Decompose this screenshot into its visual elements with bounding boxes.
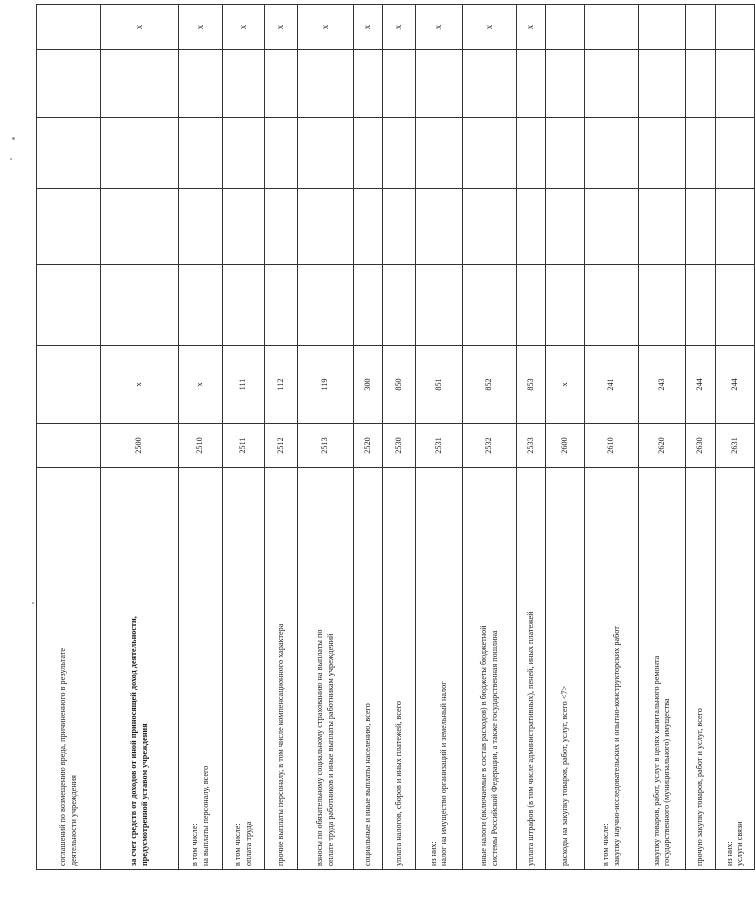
row-code-cell: 2532: [463, 424, 517, 468]
value-cell: [223, 189, 265, 265]
row-kosgu-cell: 853: [517, 346, 546, 424]
row-name-cell: [716, 468, 755, 870]
table-row: [101, 5, 179, 870]
row-name-cell: [179, 468, 223, 870]
value-cell: [223, 265, 265, 346]
value-cell: [265, 189, 298, 265]
value-cell: [383, 265, 416, 346]
row-name-cell: [354, 468, 383, 870]
value-cell: [101, 265, 179, 346]
value-cell: [354, 265, 383, 346]
table-row: [463, 5, 517, 870]
table-row: [265, 5, 298, 870]
value-cell: [37, 265, 101, 346]
row-name-line: в том числе:: [233, 823, 243, 866]
table-row: [416, 5, 463, 870]
row-name-line: закупку товаров, работ, услуг в целях капитального ремонта: [651, 655, 661, 866]
row-name-line: в том числе:: [601, 823, 611, 866]
row-kosgu-cell: 112: [265, 346, 298, 424]
value-cell: [639, 50, 686, 118]
table-row: [354, 5, 383, 870]
x-mark-cell: [37, 5, 101, 50]
value-cell: [383, 189, 416, 265]
value-cell: [716, 50, 755, 118]
scan-speck: [12, 137, 15, 140]
row-name-line: оплате труда работников и иные выплаты работникам учреждений: [325, 633, 335, 866]
value-cell: [179, 265, 223, 346]
x-mark-cell: [716, 5, 755, 50]
value-cell: [354, 50, 383, 118]
row-name-line: деятельности учреждения: [68, 775, 78, 866]
value-cell: [639, 265, 686, 346]
x-mark-cell: x: [223, 5, 265, 50]
row-name-line: расходы на закупку товаров, работ, услуг, всего <7>: [559, 685, 569, 866]
row-name-line: соглашений по возмещению вреда, причиненного в результате: [58, 647, 68, 866]
value-cell: [463, 50, 517, 118]
row-code-cell: 2610: [585, 424, 639, 468]
table-row: [517, 5, 546, 870]
value-cell: [179, 50, 223, 118]
row-kosgu-cell: 300: [354, 346, 383, 424]
row-name-line: государственного (муниципального) имущества: [662, 698, 671, 866]
row-code-cell: 2530: [383, 424, 416, 468]
row-name-cell: [101, 468, 179, 870]
row-kosgu-cell: x: [546, 346, 585, 424]
x-mark-cell: x: [265, 5, 298, 50]
value-cell: [416, 50, 463, 118]
row-kosgu-cell: 241: [585, 346, 639, 424]
value-cell: [37, 189, 101, 265]
row-name-line: закупку научно-исследовательских и опытно-конструкторских работ: [611, 626, 621, 866]
table-row: [223, 5, 265, 870]
value-cell: [101, 189, 179, 265]
row-name-line: системы Российской Федерации, а также государственная пошлина: [489, 630, 499, 866]
row-kosgu-cell: 244: [686, 346, 716, 424]
value-cell: [517, 189, 546, 265]
row-name-line: иные налоги (включаемые в состав расходов) в бюджеты бюджетной: [479, 625, 489, 866]
row-name-line: уплата штрафов (в том числе административных), пеней, иных платежей: [525, 611, 535, 866]
value-cell: [585, 265, 639, 346]
row-code-cell: [37, 424, 101, 468]
row-code-cell: 2511: [223, 424, 265, 468]
row-name-line: из них:: [428, 841, 438, 866]
value-cell: [298, 265, 354, 346]
value-cell: [416, 265, 463, 346]
row-name-cell: [298, 468, 354, 870]
row-code-cell: 2510: [179, 424, 223, 468]
row-name-line: за счет средств от доходов от иной приносящей доход деятельности,: [129, 616, 139, 866]
x-mark-cell: x: [354, 5, 383, 50]
row-name-cell: [383, 468, 416, 870]
value-cell: [585, 50, 639, 118]
table-row: [716, 5, 755, 870]
value-cell: [354, 118, 383, 189]
row-kosgu-cell: x: [101, 346, 179, 424]
value-cell: [716, 265, 755, 346]
x-mark-cell: x: [416, 5, 463, 50]
row-name-line: из них:: [724, 841, 734, 866]
value-cell: [686, 265, 716, 346]
value-cell: [383, 50, 416, 118]
value-cell: [179, 189, 223, 265]
value-cell: [383, 118, 416, 189]
value-cell: [265, 118, 298, 189]
row-name-cell: [639, 468, 686, 870]
budget-plan-table: [36, 4, 755, 870]
row-name-line: на выплаты персоналу, всего: [200, 765, 210, 866]
row-kosgu-cell: 119: [298, 346, 354, 424]
x-mark-cell: x: [463, 5, 517, 50]
row-kosgu-cell: [37, 346, 101, 424]
row-code-cell: 2500: [101, 424, 179, 468]
table-row: [179, 5, 223, 870]
table-row: [686, 5, 716, 870]
row-name-line: предусмотренной уставом учреждения: [139, 723, 149, 866]
row-kosgu-cell: 851: [416, 346, 463, 424]
value-cell: [716, 118, 755, 189]
value-cell: [546, 189, 585, 265]
value-cell: [298, 50, 354, 118]
row-name-cell: [223, 468, 265, 870]
x-mark-cell: [585, 5, 639, 50]
x-mark-cell: x: [101, 5, 179, 50]
row-name-line: оплата труда: [243, 821, 253, 866]
value-cell: [179, 118, 223, 189]
value-cell: [686, 118, 716, 189]
row-name-cell: [463, 468, 517, 870]
value-cell: [686, 189, 716, 265]
value-cell: [223, 118, 265, 189]
row-name-cell: [416, 468, 463, 870]
value-cell: [298, 189, 354, 265]
row-name-cell: [265, 468, 298, 870]
table-row: [585, 5, 639, 870]
value-cell: [517, 118, 546, 189]
x-mark-cell: x: [383, 5, 416, 50]
table-row: [298, 5, 354, 870]
x-mark-cell: [686, 5, 716, 50]
row-code-cell: 2600: [546, 424, 585, 468]
row-name-line: прочую закупку товаров, работ и услуг, всего: [695, 708, 705, 866]
row-name-cell: [517, 468, 546, 870]
scan-speck: [32, 602, 34, 604]
table-row: [383, 5, 416, 870]
row-kosgu-cell: x: [179, 346, 223, 424]
value-cell: [517, 50, 546, 118]
row-name-line: взносы по обязательному социальному страхованию на выплаты по: [315, 629, 325, 866]
rotated-table-container: [36, 5, 744, 870]
value-cell: [265, 50, 298, 118]
x-mark-cell: [639, 5, 686, 50]
row-name-line: услуги связи: [735, 821, 744, 866]
table-row: [546, 5, 585, 870]
x-mark-cell: x: [517, 5, 546, 50]
row-kosgu-cell: 111: [223, 346, 265, 424]
row-code-cell: 2513: [298, 424, 354, 468]
row-code-cell: 2531: [416, 424, 463, 468]
value-cell: [101, 50, 179, 118]
value-cell: [463, 189, 517, 265]
row-kosgu-cell: 244: [716, 346, 755, 424]
row-name-line: налог на имущество организаций и земельный налог: [439, 681, 448, 866]
row-name-line: прочие выплаты персоналу, в том числе компенсационного характера: [275, 623, 285, 866]
row-kosgu-cell: 852: [463, 346, 517, 424]
row-code-cell: 2620: [639, 424, 686, 468]
row-name-cell: [37, 468, 101, 870]
value-cell: [517, 265, 546, 346]
value-cell: [585, 189, 639, 265]
row-code-cell: 2520: [354, 424, 383, 468]
value-cell: [37, 50, 101, 118]
row-code-cell: 2512: [265, 424, 298, 468]
value-cell: [223, 50, 265, 118]
row-kosgu-cell: 243: [639, 346, 686, 424]
value-cell: [546, 50, 585, 118]
value-cell: [716, 189, 755, 265]
row-code-cell: 2631: [716, 424, 755, 468]
value-cell: [298, 118, 354, 189]
value-cell: [686, 50, 716, 118]
row-code-cell: 2533: [517, 424, 546, 468]
value-cell: [463, 118, 517, 189]
value-cell: [101, 118, 179, 189]
x-mark-cell: x: [298, 5, 354, 50]
row-kosgu-cell: 850: [383, 346, 416, 424]
value-cell: [354, 189, 383, 265]
value-cell: [416, 118, 463, 189]
value-cell: [639, 118, 686, 189]
row-name-line: в том числе:: [190, 823, 200, 866]
row-name-cell: [546, 468, 585, 870]
row-name-cell: [686, 468, 716, 870]
x-mark-cell: x: [179, 5, 223, 50]
row-name-cell: [585, 468, 639, 870]
value-cell: [265, 265, 298, 346]
value-cell: [546, 118, 585, 189]
table-row: [37, 5, 101, 870]
value-cell: [416, 189, 463, 265]
row-name-line: уплата налогов, сборов и иных платежей, всего: [393, 701, 403, 866]
x-mark-cell: [546, 5, 585, 50]
value-cell: [639, 189, 686, 265]
table-body: [37, 5, 755, 870]
row-code-cell: 2630: [686, 424, 716, 468]
value-cell: [585, 118, 639, 189]
value-cell: [37, 118, 101, 189]
value-cell: [546, 265, 585, 346]
scan-speck: [10, 158, 12, 160]
table-row: [639, 5, 686, 870]
value-cell: [463, 265, 517, 346]
row-name-line: социальные и иные выплаты населению, всего: [362, 703, 372, 866]
